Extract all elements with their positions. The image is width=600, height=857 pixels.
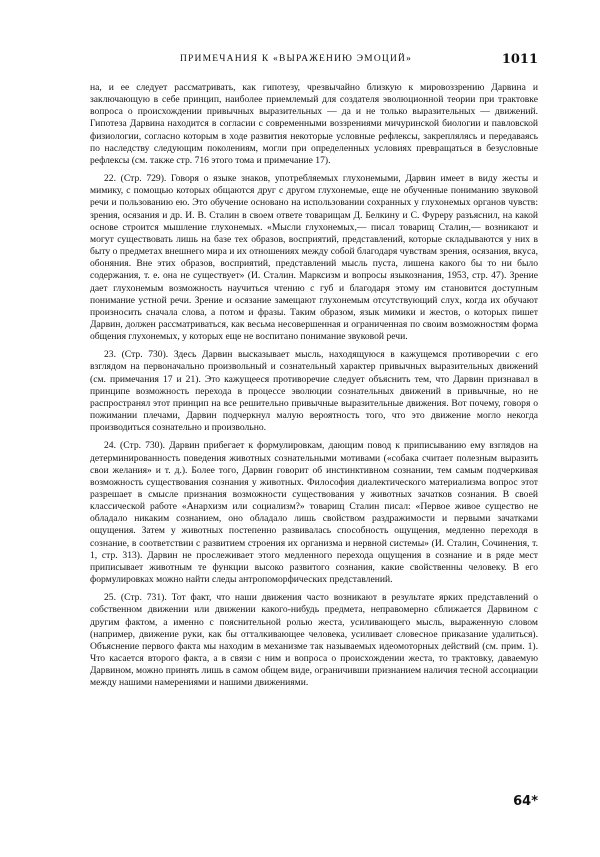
- paragraph-continuation: на, и ее следует рассматривать, как гипотезу, чрезвычайно близкую к мировоззрению Дарвина и заключающую в себе принцип, наиболее приемлемый для создателя эволюционной теории при трактовке вопроса о происхождении привычных выразительных — да и не только выразительных — движений. Гипотеза Дарвина находится в согласии с современными воззрениями мичуринской биологии и павловской физиологии, согласно которым в ходе развития некоторые условные рефлексы, закреплялясь и передаваясь по наследству следующим поколениям, могли при определенных условиях превращаться в безусловные рефлексы (см. также стр. 716 этого тома и примечание 17).: [90, 82, 538, 166]
- note-25: 25. (Стр. 731). Тот факт, что наши движения часто возникают в результате ярких представлений о собственном движении или движении какого-нибудь предмета, неправомерно сближается Дарвином с другим фактом, а именно с пояснительной ролью жеста, усиливающего мысль, выраженную словом (например, движение руки, как бы отталкивающее человека, усиливает словесное приказание удалиться). Объяснение первого факта мы находим в механизме так называемых идеомоторных действий (см. прим. 1). Что касается второго факта, а в связи с ним и вопроса о происхождении жеста, то трактовку, даваемую Дарвином, можно принять лишь в самом общем виде, ограничивши признанием наличия тесной ассоциации между нашими намерениями и нашими движениями.: [90, 592, 538, 689]
- note-23: 23. (Стр. 730). Здесь Дарвин высказывает мысль, находящуюся в кажущемся противоречии с его взглядом на первоначально произвольный и сознательный характер привычных выразительных движений (см. примечания 17 и 21). Это кажущееся противоречие следует объяснить тем, что Дарвин признавал в принципе возможность перехода в процессе эволюции сознательных движений в привычные, но не распространял этот принцип на все решительно привычные выразительные движения. Вот почему, говоря о пожимании плечами, Дарвин подчеркнул малую вероятность того, что это движение могло некогда производиться сознательно и произвольно.: [90, 349, 538, 434]
- running-title: ПРИМЕЧАНИЯ К «ВЫРАЖЕНИЮ ЭМОЦИЙ»: [180, 54, 413, 64]
- page-header: [90, 54, 538, 70]
- note-24: 24. (Стр. 730). Дарвин прибегает к формулировкам, дающим повод к приписыванию ему взглядов на детерминированность поведения животных сознательными мотивами («собака считает полезным выразить свои желания» и т. д.). Более того, Дарвин говорит об инстинктивном сознании, тем самым подчеркивая возможность существования сознания у животных. Философия диалектического материализма вопрос этот разрешает в смысле признания возможности существования у животных зачатков сознания. В своей классической работе «Анархизм или социализм?» товарищ Сталин писал: «Первое живое существо не обладало никаким сознанием, оно обладало лишь свойством раздражимости и первыми зачатками ощущения. Затем у животных постепенно развивалась способность ощущения, медленно переходя в сознание, в соответствии с развитием строения их организма и нервной системы» (И. Сталин, Сочинения, т. 1, стр. 313). Дарвин не прослеживает этого медленного перехода ощущения в сознание и в ряде мест приписывает животным те функции высоко развитого сознания, какие свойственны человеку. В его формулировках можно найти следы антропоморфических представлений.: [90, 440, 538, 586]
- page-number: 1011: [501, 52, 538, 67]
- page-body: [90, 82, 538, 690]
- signature-mark: 64*: [513, 794, 538, 809]
- note-22: 22. (Стр. 729). Говоря о языке знаков, употребляемых глухонемыми, Дарвин имеет в виду жесты и мимику, с помощью которых общаются друг с другом глухонемые, еще не обученные пониманию звуковой речи и пользованию ею. Это обучение основано на использовании сохранных у глухонемых органов чувств: зрения, осязания и др. И. В. Сталин в своем ответе товарищам Д. Белкину и С. Фуреру разъяснил, на какой основе строится мышление глухонемых. «Мысли глухонемых,— писал товарищ Сталин,— возникают и могут существовать лишь на базе тех образов, восприятий, представлений, которые складываются у них в быту о предметах внешнего мира и их отношениях между собой благодаря чувствам зрения, осязания, вкуса, обоняния. Вне этих образов, восприятий, представлений мысль пуста, лишена какого бы то ни было содержания, т. е. она не существует» (И. Сталин. Марксизм и вопросы языкознания, 1953, стр. 47). Зрение дает глухонемым возможность научиться чтению с губ и благодаря этому им становится доступным понимание устной речи. Зрение и осязание замещают глухонемым отсутствующий слух, когда их обучают произносить сначала слова, а потом и фразы. Таким образом, язык мимики и жестов, о которых пишет Дарвин, должен рассматриваться, как весьма несовершенная и ограниченная по своим возможностям форма общения глухонемых, у которых еще не воспитано понимание звуковой речи.: [90, 173, 538, 343]
